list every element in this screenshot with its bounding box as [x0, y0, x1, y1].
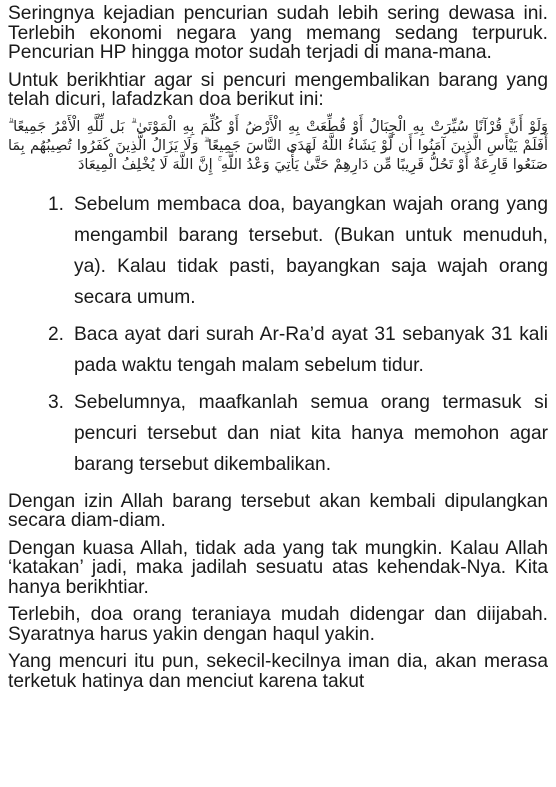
list-item — [8, 189, 548, 313]
arabic-doa-text: وَلَوْ أَنَّ قُرْآنًا سُيِّرَتْ بِهِ الْجِبَالُ أَوْ قُطِّعَتْ بِهِ الْأَرْضُ أَوْ كُلِّمَ بِهِ الْمَوْتَىٰ ۗ بَل لِّلَّهِ الْأَمْرُ جَمِيعًا ۗ أَفَلَمْ يَيْأَسِ الَّذِينَ آمَنُوا أَن لَّوْ يَشَاءُ اللَّهُ لَهَدَى النَّاسَ جَمِيعًا ۗ وَلَا يَزَالُ الَّذِينَ كَفَرُوا تُصِيبُهُم بِمَا صَنَعُوا قَارِعَةٌ أَوْ تَحُلُّ قَرِيبًا مِّن دَارِهِمْ حَتَّىٰ يَأْتِيَ وَعْدُ اللَّهِ ۚ إِنَّ اللَّهَ لَا يُخْلِفُ الْمِيعَادَ — [8, 118, 548, 173]
list-item — [8, 387, 548, 480]
power-paragraph: Dengan kuasa Allah, tidak ada yang tak mungkin. Kalau Allah ‘katakan’ jadi, maka jadilah sesuatu atas kehendak-Nya. Kita hanya berikhtiar. — [8, 537, 548, 598]
steps-list — [8, 189, 548, 480]
return-paragraph: Dengan izin Allah barang tersebut akan kembali dipulangkan secara diam-diam. — [8, 490, 548, 531]
thief-paragraph: Yang mencuri itu pun, sekecil-kecilnya iman dia, akan merasa terketuk hatinya dan menciut karena takut — [8, 652, 548, 692]
list-item-text: Sebelumnya, maafkanlah semua orang termasuk si pencuri tersebut dan niat kita hanya memohon agar barang tersebut dikembalikan. — [74, 391, 548, 475]
intro-paragraph: Seringnya kejadian pencurian sudah lebih sering dewasa ini. Terlebih ekonomi negara yang memang sedang terpuruk. Pencurian HP hingga motor sudah terjadi di mana-mana. — [8, 3, 548, 63]
truncated-paragraph-wrapper — [8, 652, 548, 698]
list-number: 2. — [48, 323, 65, 345]
instruction-paragraph: Untuk berikhtiar agar si pencuri mengembalikan barang yang telah dicuri, lafadzkan doa berikut ini: — [8, 69, 548, 110]
article-body — [8, 4, 548, 698]
prayer-paragraph: Terlebih, doa orang teraniaya mudah didengar dan diijabah. Syaratnya harus yakin dengan haqul yakin. — [8, 604, 548, 645]
list-item — [8, 319, 548, 381]
list-number: 1. — [48, 193, 65, 215]
list-item-text: Baca ayat dari surah Ar-Ra’d ayat 31 sebanyak 31 kali pada waktu tengah malam sebelum tidur. — [74, 323, 548, 376]
list-number: 3. — [48, 391, 65, 413]
list-item-text: Sebelum membaca doa, bayangkan wajah orang yang mengambil barang tersebut. (Bukan untuk menuduh, ya). Kalau tidak pasti, bayangkan saja wajah orang secara umum. — [74, 193, 548, 308]
